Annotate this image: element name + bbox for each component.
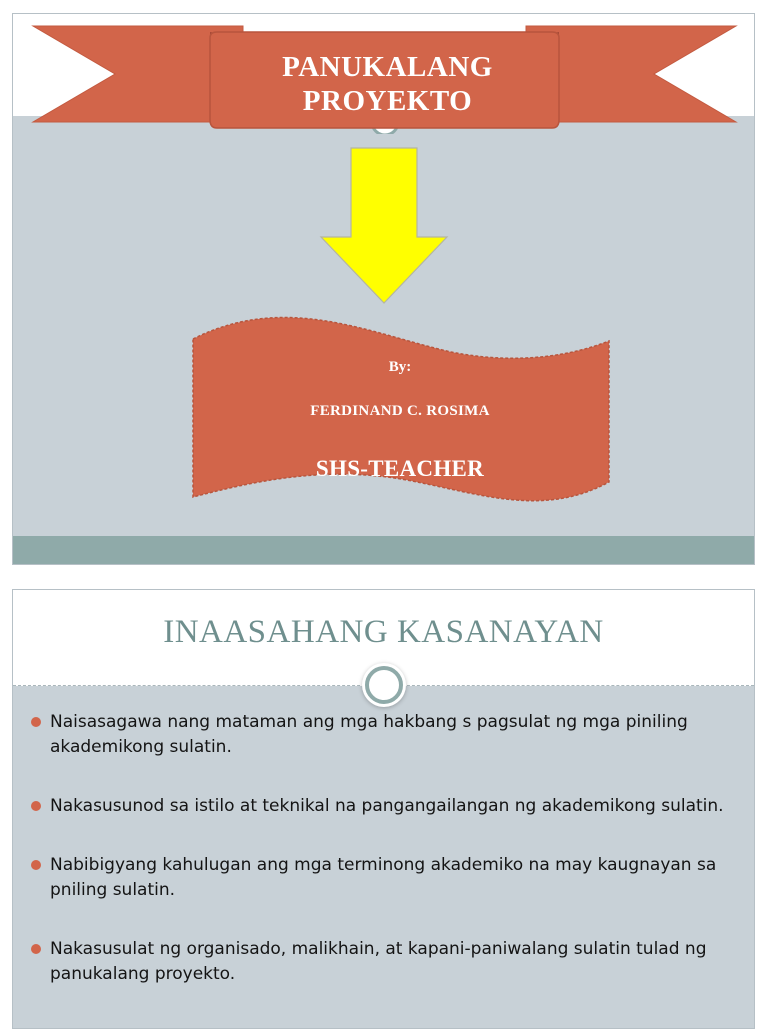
bullet-dot-icon	[31, 801, 41, 811]
circle-ornament-icon	[365, 666, 403, 704]
slide-title: INAASAHANG KASANAYAN	[163, 614, 604, 650]
wave-flag-banner	[191, 314, 611, 529]
list-item	[31, 937, 731, 987]
bullet-dot-icon	[31, 944, 41, 954]
list-item	[31, 853, 731, 903]
down-arrow-icon	[319, 147, 449, 305]
slide-title	[211, 50, 564, 118]
bullet-dot-icon	[31, 717, 41, 727]
title-slide	[12, 13, 755, 565]
title-line-2: PROYEKTO	[302, 85, 473, 117]
by-label: By:	[388, 359, 412, 375]
list-item	[31, 794, 731, 819]
objectives-list	[31, 710, 731, 1021]
list-item-text: Naisasagawa nang mataman ang mga hakbang s pagsulat ng mga piniling akademikong sulatin.	[50, 712, 688, 757]
list-item-text: Nakasusunod sa istilo at teknikal na pangangailangan ng akademikong sulatin.	[50, 796, 724, 816]
objectives-slide	[12, 589, 755, 1029]
title-line-1: PANUKALANG	[282, 51, 493, 83]
author-name: FERDINAND C. ROSIMA	[310, 403, 490, 419]
slide-footer-band	[13, 536, 754, 564]
list-item-text: Nabibigyang kahulugan ang mga terminong akademiko na may kaugnayan sa pniling sulatin.	[50, 855, 717, 900]
author-role: SHS-TEACHER	[315, 456, 485, 481]
list-item	[31, 710, 731, 760]
list-item-text: Nakasusulat ng organisado, malikhain, at kapani-paniwalang sulatin tulad ng panukalang proyekto.	[50, 939, 707, 984]
bullet-dot-icon	[31, 860, 41, 870]
